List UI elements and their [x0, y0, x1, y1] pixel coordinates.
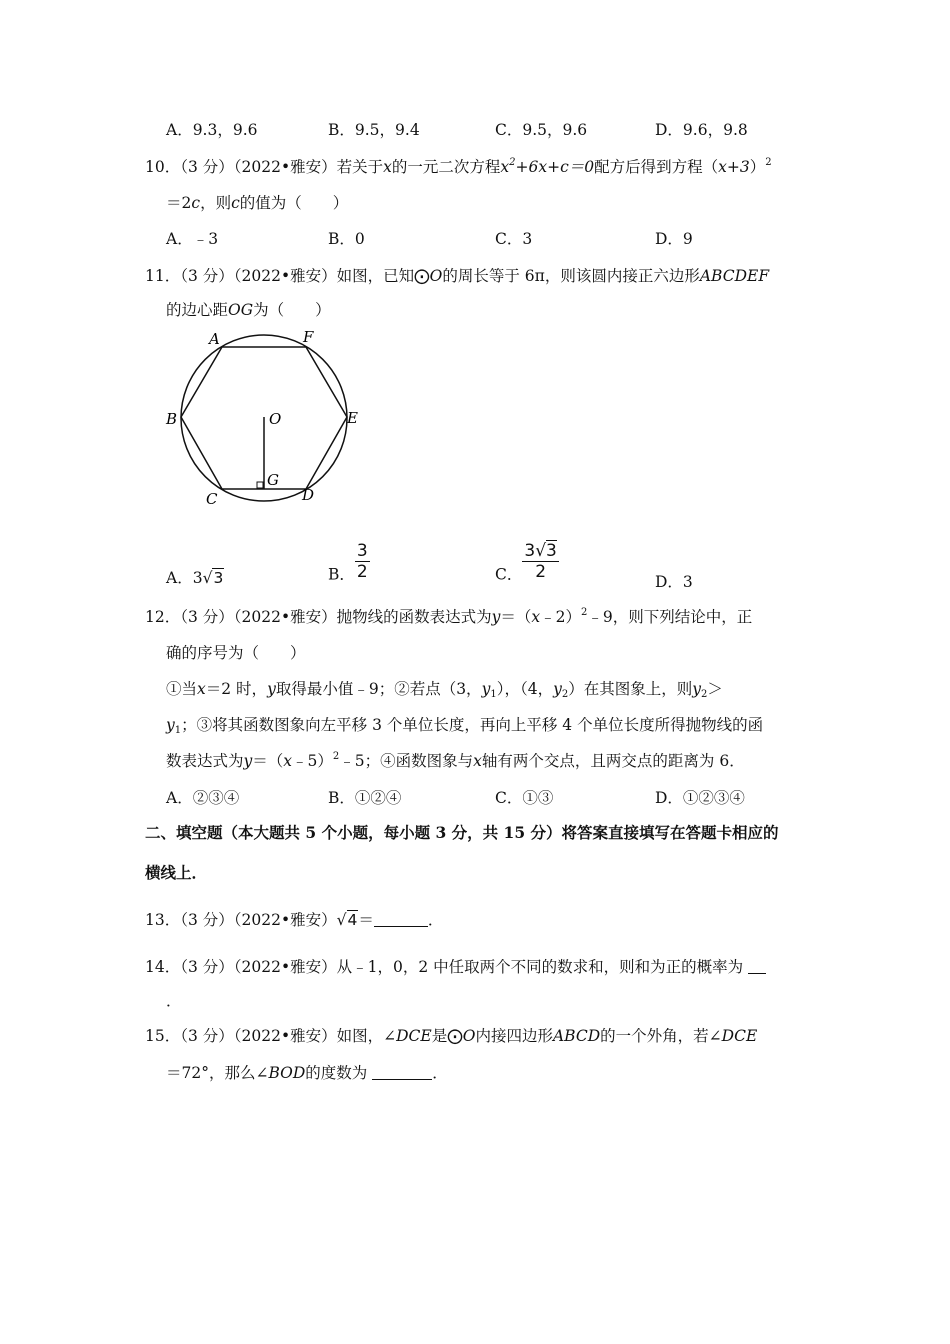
- q10-text: 的一元二次方程: [391, 158, 501, 176]
- label-d: D: [302, 486, 315, 504]
- q10-text: 配方后得到方程（: [594, 158, 719, 176]
- hexagon-figure: [160, 325, 370, 515]
- fraction-3sqrt3-over-2: $\frac{3√3}{2}$: [524, 541, 557, 582]
- q10-source: （2022•雅安）: [233, 158, 337, 176]
- q11-option-b: B． $\frac{3}{2}$: [328, 541, 368, 584]
- q10-equation-2: x+3: [718, 158, 750, 176]
- label-b: B: [166, 410, 178, 428]
- q12-option-b: B．①②④: [328, 789, 402, 807]
- q11-line-1: 11．（3 分）（2022•雅安）如图，已知⨀O的周长等于 6π，则该圆内接正六边形ABCDEF: [145, 267, 770, 285]
- q10-line-1: 10．（3 分）（2022•雅安）若关于x的一元二次方程$x^2+6x+c=0$配方后得到方程$(x+3)^2$: [145, 157, 772, 176]
- q10-option-d: D．9: [655, 230, 693, 248]
- q9-option-a: A．9.3，9.6: [166, 121, 258, 139]
- q9-option-c: C．9.5，9.6: [495, 121, 588, 139]
- q12-option-c: C．①③: [495, 789, 554, 807]
- q12-option-a: A．②③④: [166, 789, 240, 807]
- q12-line-2: 确的序号为（ ）: [166, 644, 306, 662]
- label-g: G: [267, 471, 279, 489]
- q11-option-d: D．3: [655, 573, 693, 591]
- label-e: E: [347, 409, 358, 427]
- section-2-heading-line-2: 横线上．: [145, 863, 208, 882]
- q10-text: ）: [749, 158, 766, 176]
- label-f: F: [303, 328, 314, 346]
- label-c: C: [206, 490, 218, 508]
- q10-number: 10．: [145, 158, 181, 176]
- answer-blank-13[interactable]: [374, 912, 428, 927]
- q11-option-a: A．3√3: [166, 569, 224, 587]
- answer-blank-14[interactable]: [748, 959, 766, 974]
- sqrt-4: √4: [336, 911, 358, 929]
- right-angle-mark: [257, 482, 263, 488]
- q11-line-2: 的边心距OG为（ ）: [166, 301, 331, 319]
- q9-option-d: D．9.6，9.8: [655, 121, 748, 139]
- section-2-heading-line-1: 二、填空题（本大题共 5 个小题，每小题 3 分，共 15 分）将答案直接填写在答题卡相应的: [145, 823, 779, 842]
- label-o: O: [269, 410, 282, 428]
- q15-line-2: ＝72°，那么∠BOD的度数为 ．: [166, 1064, 448, 1082]
- q10-equation: $x^2+6x+c=0$: [500, 157, 595, 176]
- q10-option-c: C．3: [495, 230, 533, 248]
- q12-line-1: 12．（3 分）（2022•雅安）抛物线的函数表达式为y＝（x﹣2）$^2$﹣9，则下列结论中，正: [145, 607, 753, 626]
- q12-option-d: D．①②③④: [655, 789, 745, 807]
- q13-line: 13．（3 分）（2022•雅安）√4＝ ．: [145, 911, 444, 929]
- q12-line-4: $y_1$；③将其函数图象向左平移 3 个单位长度，再向上平移 4 个单位长度所得抛物线的函: [166, 716, 764, 736]
- q15-line-1: 15．（3 分）（2022•雅安）如图，∠DCE是⨀O内接四边形ABCD的一个外角，若∠DCE: [145, 1027, 758, 1045]
- q9-option-b: B．9.5，9.4: [328, 121, 420, 139]
- q10-line-2: ＝2c，则c的值为（ ）: [166, 194, 349, 212]
- q10-option-b: B．0: [328, 230, 365, 248]
- q10-option-a: A．﹣3: [166, 230, 219, 248]
- q14-line-2: ．: [166, 992, 182, 1010]
- label-a: A: [209, 330, 220, 348]
- answer-blank-15[interactable]: [372, 1065, 432, 1080]
- q12-line-3: ①当x＝2 时，y取得最小值﹣9；②若点（3，$y_1$），（4，$y_2$）在其图象上，则$y_2>$: [166, 680, 723, 700]
- q12-line-5: 数表达式为y＝（x﹣5）$^2$﹣5；④函数图象与x轴有两个交点，且两交点的距离为 6．: [166, 751, 745, 770]
- sqrt-3: √3: [202, 569, 224, 587]
- q10-score: （3 分）: [180, 158, 234, 176]
- q14-line-1: 14．（3 分）（2022•雅安）从﹣1，0，2 中任取两个不同的数求和，则和为正的概率为: [145, 955, 766, 977]
- q11-option-c: C． $\frac{3√3}{2}$: [495, 541, 557, 584]
- q10-var-x: x: [383, 158, 392, 176]
- fraction-3-over-2: $\frac{3}{2}$: [356, 541, 368, 582]
- q10-text: 若关于: [336, 158, 384, 176]
